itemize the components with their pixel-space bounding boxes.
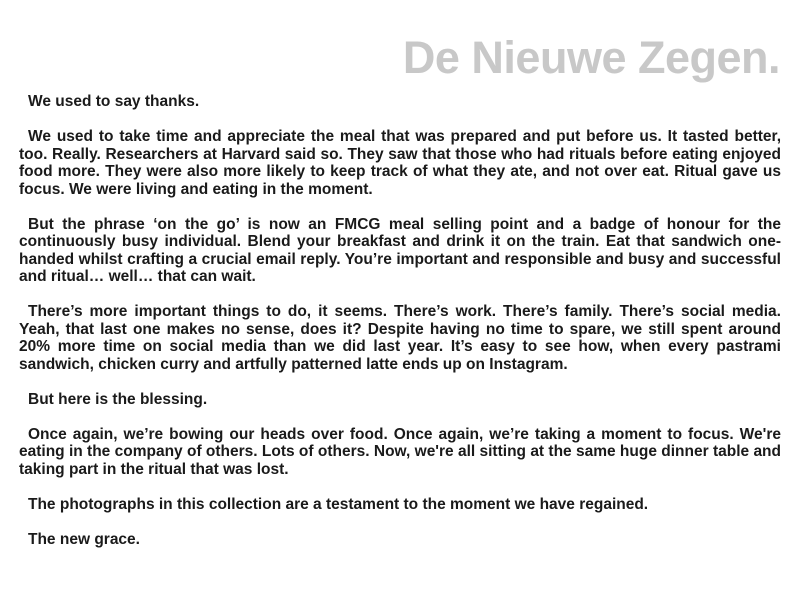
paragraph-new-grace: The new grace. (28, 530, 140, 548)
paragraph-ritual: We used to take time and appreciate the meal that was prepared and put before us. It tasted better, too. Really. Researchers at Harvard said so. They saw that those who had rituals before eating enjoyed food more. They were also more likely to keep track of what they ate, and not over eat. Ritual gave us focus. We were living and eating in the moment. (19, 128, 781, 198)
paragraph-photographs: The photographs in this collection are a testament to the moment we have regained. (28, 495, 649, 513)
article-body (19, 93, 781, 548)
paragraph-on-the-go: But the phrase ‘on the go’ is now an FMCG meal selling point and a badge of honour for the continuously busy individual. Blend your breakfast and drink it on the train. Eat that sandwich one-handed whilst crafting a crucial email reply. You’re important and responsible and busy and successful and ritual… well… that can wait. (19, 215, 781, 285)
paragraph-social-media: There’s more important things to do, it seems. There’s work. There’s family. There’s social media. Yeah, that last one makes no sense, does it? Despite having no time to spare, we still spent around 20% more time on social media than we did last year. It’s easy to see how, when every pastrami sandwich, chicken curry and artfully patterned latte ends up on Instagram. (19, 303, 781, 373)
paragraph-blessing: But here is the blessing. (28, 390, 208, 408)
site-title: De Nieuwe Zegen. (402, 32, 780, 83)
paragraph-intro: We used to say thanks. (28, 93, 200, 110)
paragraph-once-again: Once again, we’re bowing our heads over food. Once again, we’re taking a moment to focus. We're eating in the company of others. Lots of others. Now, we're all sitting at the same huge dinner table and taking part in the ritual that was lost. (19, 425, 781, 478)
